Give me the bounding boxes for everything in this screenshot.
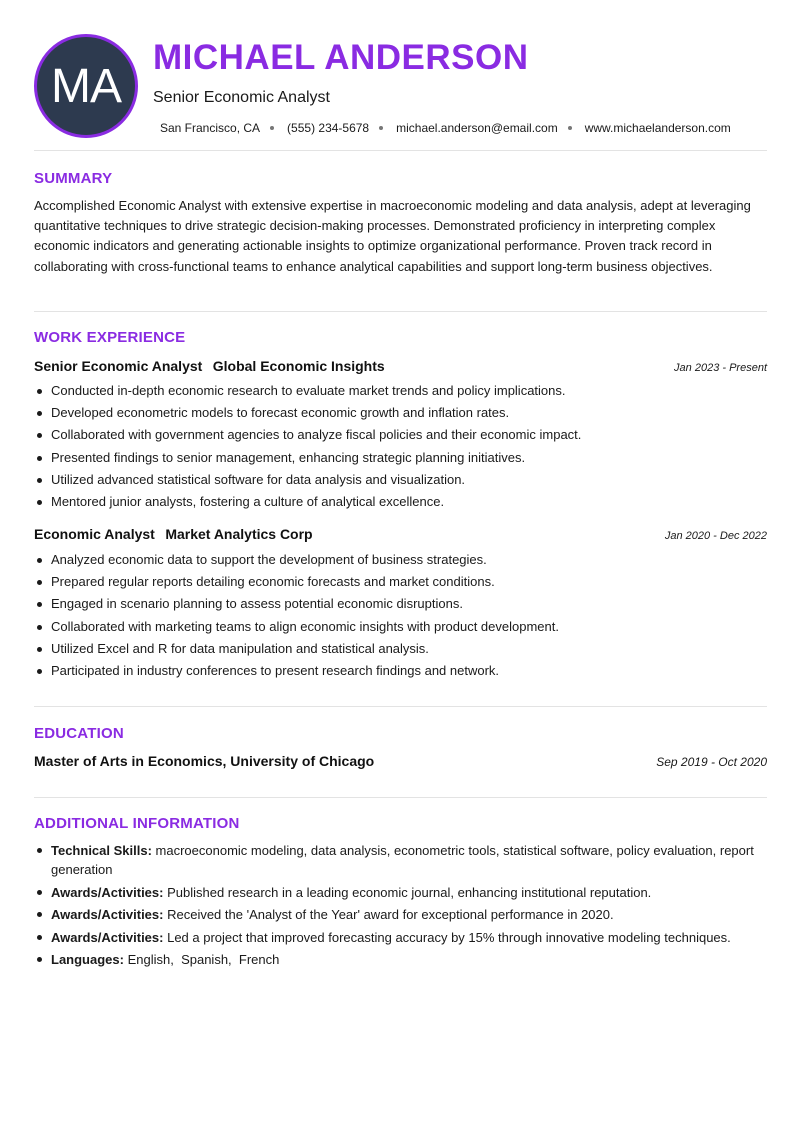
contact-website[interactable]: www.michaelanderson.com bbox=[584, 121, 731, 135]
list-item: Engaged in scenario planning to assess potential economic disruptions. bbox=[34, 593, 767, 615]
list-item: Mentored junior analysts, fostering a culture of analytical excellence. bbox=[34, 491, 767, 513]
item-text: English, Spanish, French bbox=[127, 952, 280, 967]
list-item: Developed econometric models to forecast economic growth and inflation rates. bbox=[34, 402, 767, 424]
job-bullets bbox=[34, 380, 767, 513]
job-dates: Jan 2020 - Dec 2022 bbox=[664, 530, 767, 542]
list-item: Conducted in-depth economic research to evaluate market trends and policy implications. bbox=[34, 380, 767, 402]
contact-row bbox=[160, 121, 731, 135]
list-item: Utilized Excel and R for data manipulation and statistical analysis. bbox=[34, 638, 767, 660]
job-bullets bbox=[34, 549, 767, 682]
list-item: Collaborated with government agencies to analyze fiscal policies and their economic impact. bbox=[34, 424, 767, 446]
additional-heading: ADDITIONAL INFORMATION bbox=[34, 815, 240, 832]
summary-text: Accomplished Economic Analyst with extensive expertise in macroeconomic modeling and data analysis, adept at leveraging quantitative techniques to drive strategic decision-making processes. Demonstrated proficiency in interpreting complex economic indicators and generating actionable insights to optimize organizational performance. Proven track record in collaborating with cross-functional teams to enhance analytical capabilities and support long-term business objectives. bbox=[34, 198, 751, 274]
divider bbox=[34, 706, 767, 707]
list-item bbox=[34, 883, 767, 902]
item-label: Awards/Activities: bbox=[51, 884, 164, 900]
list-item: Prepared regular reports detailing economic forecasts and market conditions. bbox=[34, 571, 767, 593]
job-company: Market Analytics Corp bbox=[165, 526, 313, 542]
separator-dot bbox=[270, 126, 274, 130]
avatar: MA bbox=[34, 34, 138, 138]
item-text: Led a project that improved forecasting accuracy by 15% through innovative modeling techniques. bbox=[167, 929, 731, 945]
experience-heading: WORK EXPERIENCE bbox=[34, 329, 186, 346]
list-item bbox=[34, 950, 767, 969]
list-item bbox=[34, 905, 767, 924]
job-role: Economic Analyst bbox=[34, 526, 155, 542]
job-company: Global Economic Insights bbox=[212, 358, 385, 374]
job-role: Senior Economic Analyst bbox=[34, 358, 203, 374]
separator-dot bbox=[379, 126, 383, 130]
list-item bbox=[34, 928, 767, 947]
additional-list bbox=[34, 841, 767, 973]
item-text: Published research in a leading economic journal, enhancing institutional reputation. bbox=[167, 884, 652, 900]
contact-email[interactable]: michael.anderson@email.com bbox=[396, 121, 558, 135]
list-item: Participated in industry conferences to present research findings and network. bbox=[34, 660, 767, 682]
item-label: Awards/Activities: bbox=[51, 929, 164, 945]
contact-phone[interactable]: (555) 234-5678 bbox=[287, 121, 370, 135]
separator-dot bbox=[568, 126, 572, 130]
item-label: Awards/Activities: bbox=[51, 907, 164, 922]
item-text: macroeconomic modeling, data analysis, econometric tools, statistical software, policy evaluation, report generation bbox=[51, 843, 754, 877]
list-item: Utilized advanced statistical software for data analysis and visualization. bbox=[34, 469, 767, 491]
item-label: Languages: bbox=[51, 952, 124, 967]
candidate-title: Senior Economic Analyst bbox=[153, 89, 330, 106]
job-header bbox=[34, 526, 767, 544]
divider bbox=[34, 150, 767, 151]
job-dates: Jan 2023 - Present bbox=[674, 362, 767, 374]
item-label: Technical Skills: bbox=[51, 843, 152, 858]
list-item: Collaborated with marketing teams to align economic insights with product development. bbox=[34, 616, 767, 638]
education-degree: Master of Arts in Economics, University of Chicago bbox=[34, 753, 375, 769]
divider bbox=[34, 797, 767, 798]
education-dates: Sep 2019 - Oct 2020 bbox=[656, 755, 767, 769]
list-item: Presented findings to senior management, enhancing strategic planning initiatives. bbox=[34, 447, 767, 469]
list-item bbox=[34, 841, 767, 879]
summary-heading: SUMMARY bbox=[34, 170, 113, 187]
candidate-name: MICHAEL ANDERSON bbox=[153, 38, 529, 77]
job-header bbox=[34, 358, 767, 376]
item-text: Received the 'Analyst of the Year' award for exceptional performance in 2020. bbox=[167, 907, 614, 922]
list-item: Analyzed economic data to support the development of business strategies. bbox=[34, 549, 767, 571]
contact-location: San Francisco, CA bbox=[160, 121, 261, 135]
education-heading: EDUCATION bbox=[34, 725, 124, 742]
divider bbox=[34, 311, 767, 312]
education-entry bbox=[34, 753, 767, 769]
